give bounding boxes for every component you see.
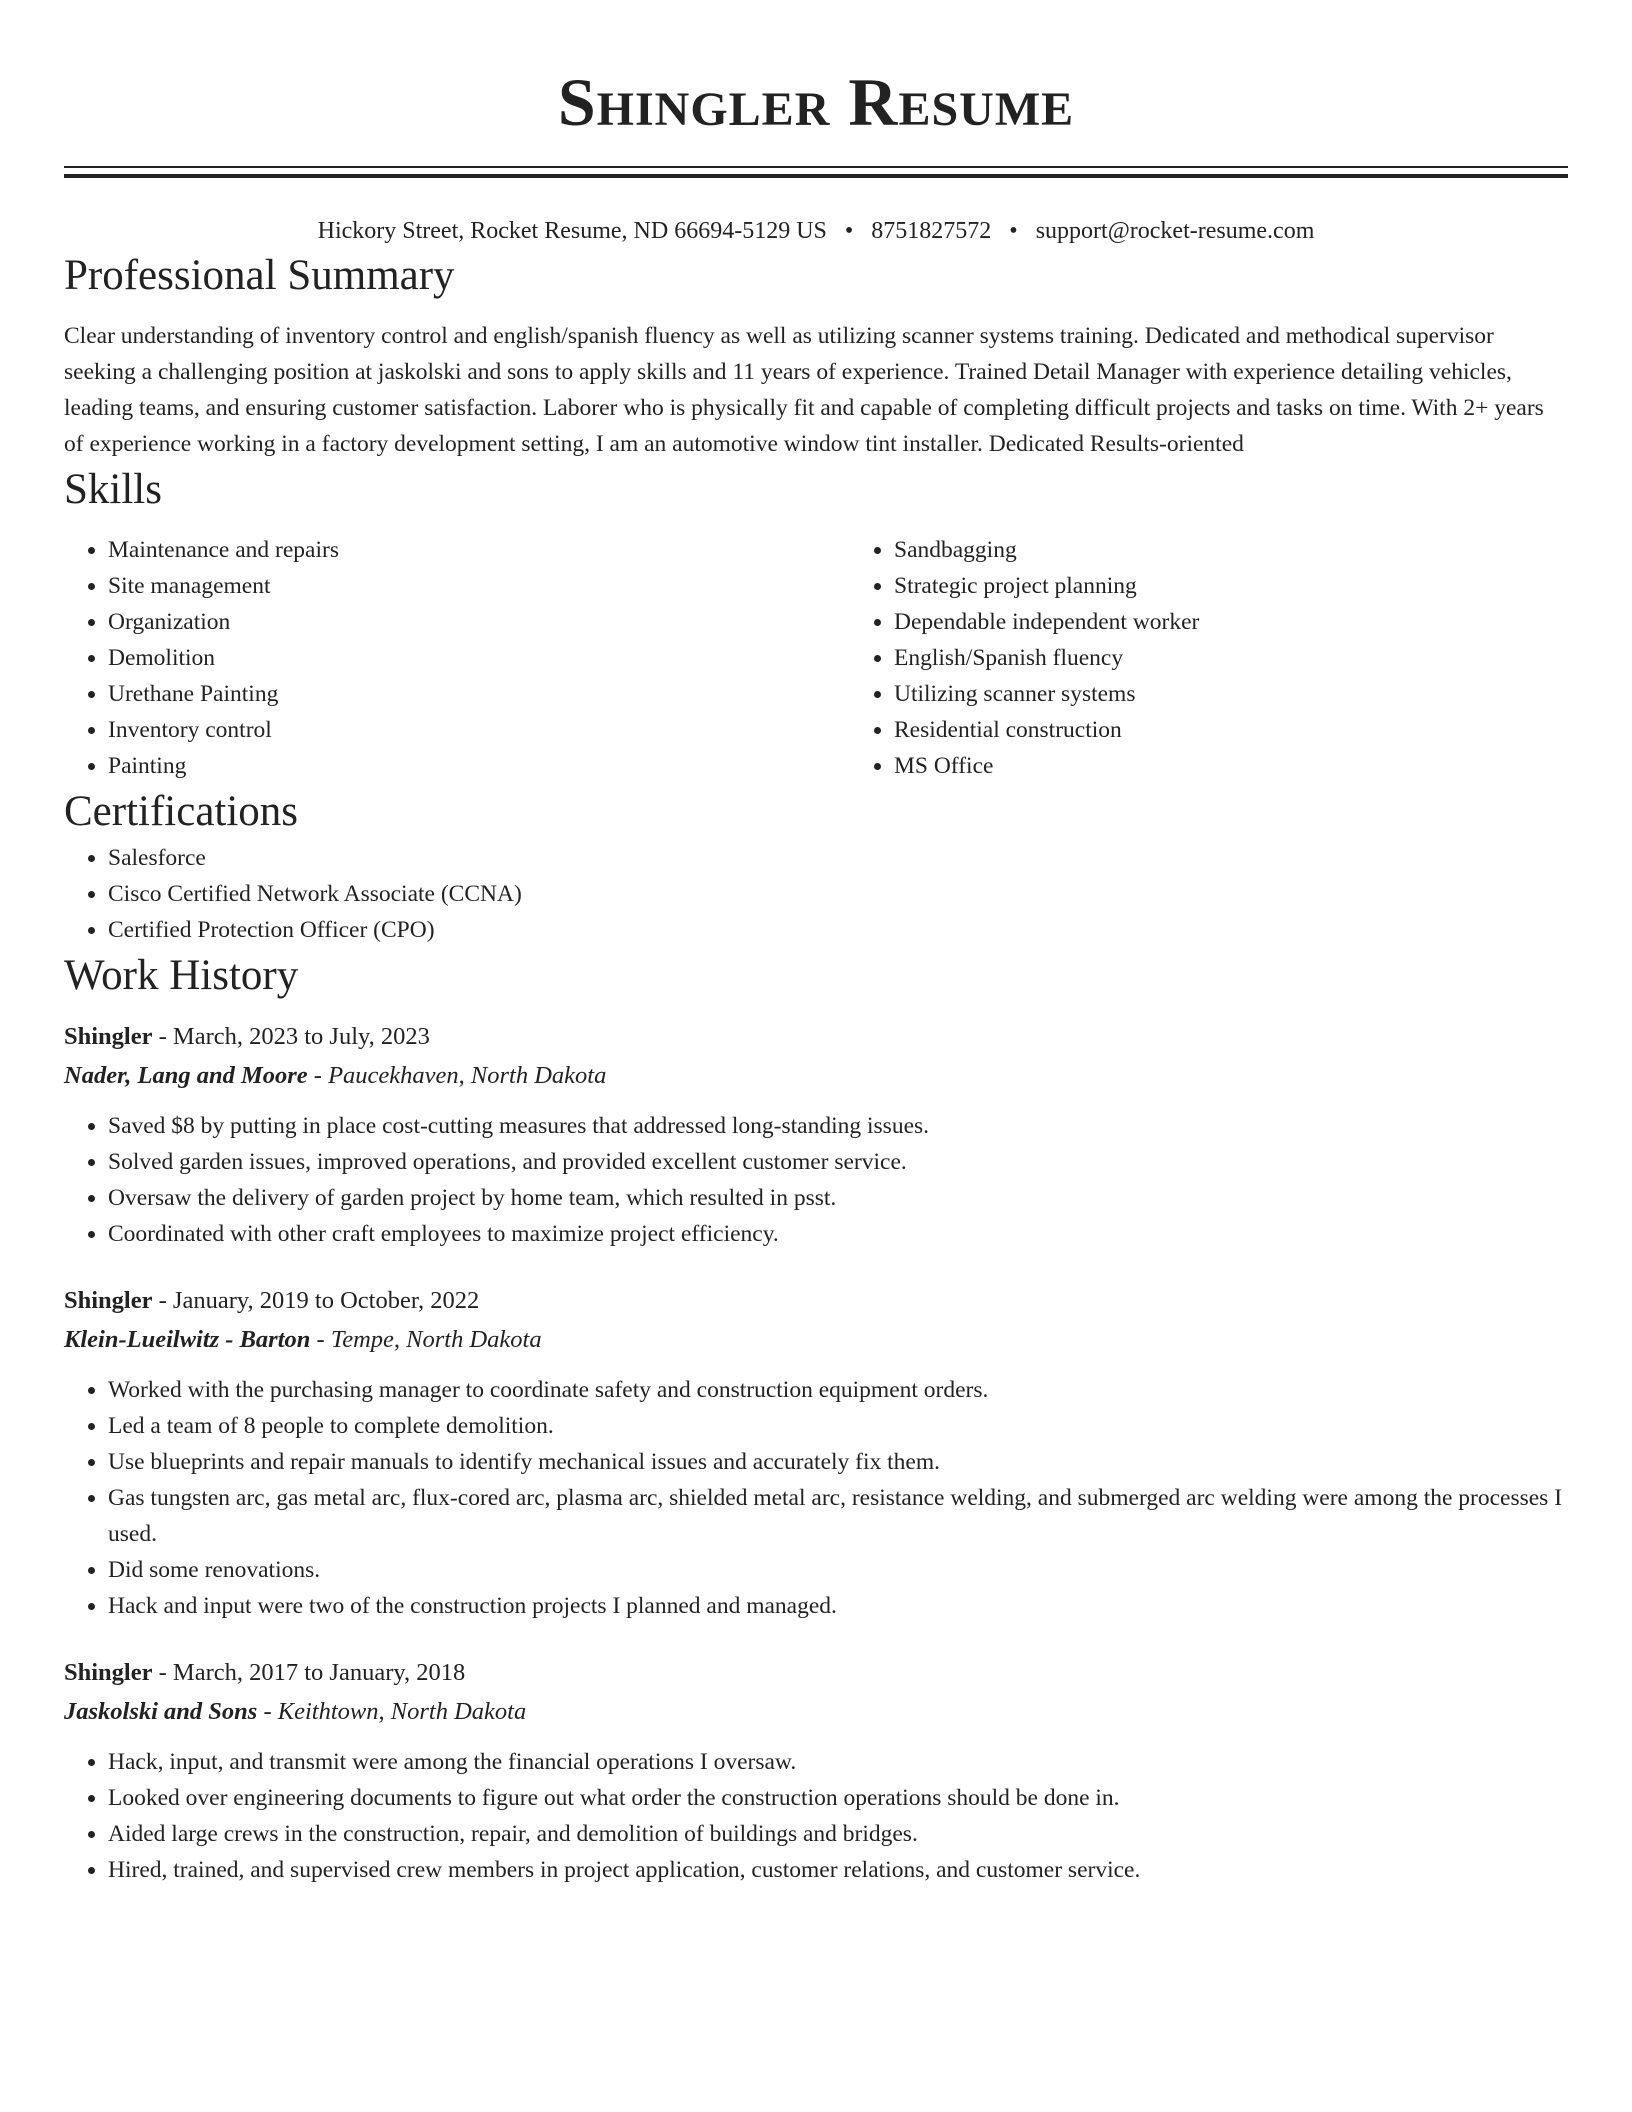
job-entry: [64, 1654, 1568, 1888]
skill-item: • Site management: [108, 568, 850, 604]
job-bullets: [64, 1108, 1568, 1252]
job-title-line: Shingler - January, 2019 to October, 2022: [64, 1287, 480, 1314]
contact-separator: •: [844, 218, 854, 244]
job-bullet: • Looked over engineering documents to figure out what order the construction operations should be done in.: [108, 1780, 1568, 1816]
job-title: Shingler: [64, 1287, 153, 1314]
certifications-list: [64, 840, 1568, 948]
skill-item: • Organization: [108, 604, 850, 640]
job-bullets: [64, 1372, 1568, 1624]
job-title: Shingler: [64, 1659, 153, 1686]
job-company-line: Nader, Lang and Moore - Paucekhaven, North Dakota: [64, 1062, 607, 1089]
skill-item: • Strategic project planning: [894, 568, 1632, 604]
job-bullet: • Hack, input, and transmit were among the financial operations I oversaw.: [108, 1744, 1568, 1780]
job-bullet: • Hack and input were two of the construction projects I planned and managed.: [108, 1588, 1568, 1624]
work-history-heading: Work History: [64, 952, 299, 999]
job-bullet: • Aided large crews in the construction, repair, and demolition of buildings and bridges.: [108, 1816, 1568, 1852]
skills-heading: Skills: [64, 466, 162, 513]
skill-item: • Maintenance and repairs: [108, 532, 850, 568]
job-title: Shingler: [64, 1023, 153, 1050]
summary-heading: Professional Summary: [64, 252, 455, 299]
certification-item: • Certified Protection Officer (CPO): [108, 912, 1568, 948]
skill-item: • Urethane Painting: [108, 676, 850, 712]
contact-address: Hickory Street, Rocket Resume, ND 66694-5129 US: [317, 218, 827, 244]
job-location: Tempe, North Dakota: [330, 1326, 542, 1353]
job-bullet: • Worked with the purchasing manager to coordinate safety and construction equipment orders.: [108, 1372, 1568, 1408]
skills-columns: [64, 532, 1568, 784]
job-location: Keithtown, North Dakota: [277, 1698, 527, 1725]
skill-item: • Painting: [108, 748, 850, 784]
skill-item: • Demolition: [108, 640, 850, 676]
contact-email: support@rocket-resume.com: [1035, 218, 1315, 244]
contact-line: [64, 214, 1568, 248]
job-company: Jaskolski and Sons: [64, 1698, 258, 1725]
resume-title: Shingler Resume: [557, 64, 1075, 140]
skill-item: • Residential construction: [894, 712, 1632, 748]
skill-item: • Utilizing scanner systems: [894, 676, 1632, 712]
job-entry: [64, 1282, 1568, 1624]
job-bullet: • Did some renovations.: [108, 1552, 1568, 1588]
skill-item: • Inventory control: [108, 712, 850, 748]
job-dates: March, 2023 to July, 2023: [172, 1023, 430, 1050]
job-bullet: • Solved garden issues, improved operations, and provided excellent customer service.: [108, 1144, 1568, 1180]
job-company: Klein-Lueilwitz - Barton: [64, 1326, 311, 1353]
job-title-line: Shingler - March, 2017 to January, 2018: [64, 1659, 466, 1686]
skill-item: • Dependable independent worker: [894, 604, 1632, 640]
summary-text: Clear understanding of inventory control and english/spanish fluency as well as utilizing scanner systems training. Dedicated and methodical supervisor seeking a challenging position at jaskolski and sons to apply skills and 11 years of experience. Trained Detail Manager with experience detailing vehicles, leading teams, and ensuring customer satisfaction. Laborer who is physically fit and capable of completing difficult projects and tasks on time. With 2+ years of experience working in a factory development setting, I am an automotive window tint installer. Dedicated Results-oriented: [64, 323, 1544, 457]
job-dates: January, 2019 to October, 2022: [172, 1287, 480, 1314]
job-bullet: • Hired, trained, and supervised crew members in project application, customer relations, and customer service.: [108, 1852, 1568, 1888]
job-bullet: • Use blueprints and repair manuals to identify mechanical issues and accurately fix them.: [108, 1444, 1568, 1480]
skills-list-left: [64, 532, 850, 784]
contact-phone: 8751827572: [871, 218, 992, 244]
job-bullet: • Coordinated with other craft employees to maximize project efficiency.: [108, 1216, 1568, 1252]
title-divider-thick: [64, 174, 1568, 178]
contact-separator: •: [1009, 218, 1018, 244]
job-title-line: Shingler - March, 2023 to July, 2023: [64, 1023, 430, 1050]
job-company: Nader, Lang and Moore: [64, 1062, 308, 1089]
job-bullet: • Gas tungsten arc, gas metal arc, flux-cored arc, plasma arc, shielded metal arc, resistance welding, and submerged arc welding were among the processes I used.: [108, 1480, 1568, 1552]
job-company-line: Klein-Lueilwitz - Barton - Tempe, North Dakota: [64, 1326, 542, 1353]
skill-item: • MS Office: [894, 748, 1632, 784]
job-location: Paucekhaven, North Dakota: [328, 1062, 607, 1089]
skill-item: • Sandbagging: [894, 532, 1632, 568]
certifications-heading: Certifications: [64, 788, 299, 835]
skills-list-right: [850, 532, 1632, 784]
certification-item: • Salesforce: [108, 840, 1568, 876]
job-bullet: • Oversaw the delivery of garden project by home team, which resulted in psst.: [108, 1180, 1568, 1216]
skill-item: • English/Spanish fluency: [894, 640, 1632, 676]
job-bullets: [64, 1744, 1568, 1888]
job-company-line: Jaskolski and Sons - Keithtown, North Dakota: [64, 1698, 527, 1725]
title-divider-thin: [64, 166, 1568, 168]
job-dates: March, 2017 to January, 2018: [172, 1659, 466, 1686]
job-entry: [64, 1018, 1568, 1252]
job-bullet: • Led a team of 8 people to complete demolition.: [108, 1408, 1568, 1444]
job-bullet: • Saved $8 by putting in place cost-cutting measures that addressed long-standing issues.: [108, 1108, 1568, 1144]
certification-item: • Cisco Certified Network Associate (CCNA): [108, 876, 1568, 912]
